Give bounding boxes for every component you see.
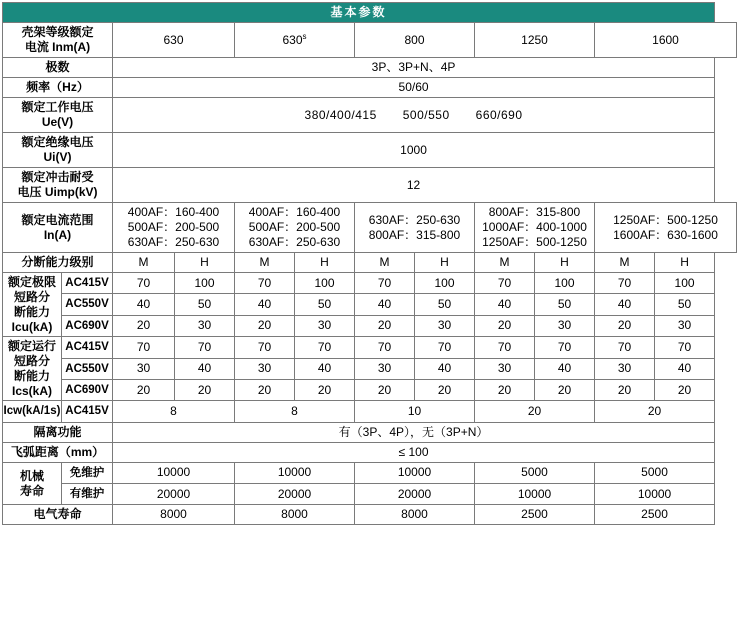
mechanical-life-label: [3, 462, 113, 505]
icu-690-c5: 20: [355, 315, 415, 336]
grade-4: H: [295, 253, 355, 273]
mechanical-life-label-line1: 机械: [19, 468, 44, 483]
current-range-item: 500AF：200-500: [248, 220, 341, 234]
icw-label: [3, 401, 113, 422]
row-breaking-grade: [3, 253, 737, 273]
icu-415-c5: 70: [355, 273, 415, 294]
icu-voltage-ac550: AC550V: [61, 294, 112, 315]
icu-label: [3, 273, 113, 337]
icu-voltage-ac415: AC415V: [61, 273, 112, 294]
mech-maint-c5: 10000: [595, 484, 715, 505]
mech-maint-c4: 10000: [475, 484, 595, 505]
icu-415-c2: 100: [175, 273, 235, 294]
current-range-item: 1250AF：500-1250: [613, 212, 718, 227]
icu-690-c8: 30: [535, 315, 595, 336]
ics-550-c6: 40: [415, 358, 475, 379]
rated-working-voltage-label: [3, 98, 113, 133]
ics-690-c8: 20: [535, 379, 595, 400]
frame-current-label-line1: 壳架等级额定: [21, 25, 94, 39]
table-title-row: [3, 3, 737, 23]
row-poles: [3, 58, 737, 78]
ics-415-c4: 70: [295, 337, 355, 358]
grade-5: M: [355, 253, 415, 273]
ics-690-c7: 20: [475, 379, 535, 400]
impulse-withstand-voltage-label-line1: 额定冲击耐受: [21, 170, 94, 184]
breaking-grade-label: 分断能力级别: [3, 253, 113, 273]
ics-550-c8: 40: [535, 358, 595, 379]
ics-690-c2: 20: [175, 379, 235, 400]
icu-550-c6: 50: [415, 294, 475, 315]
grade-2: H: [175, 253, 235, 273]
poles-label: 极数: [3, 58, 113, 78]
current-range-item: 400AF：160-400: [248, 205, 341, 219]
ics-690-c4: 20: [295, 379, 355, 400]
row-mech-life-maint: [3, 484, 737, 505]
icu-415-c1: 70: [113, 273, 175, 294]
ics-690-c5: 20: [355, 379, 415, 400]
current-range-col-1: [113, 203, 235, 253]
ics-voltage-list: [61, 337, 112, 400]
current-range-label-line1: 额定电流范围: [21, 212, 94, 227]
ics-415-c5: 70: [355, 337, 415, 358]
row-icu-ac690: [3, 315, 737, 336]
row-frequency: [3, 78, 737, 98]
icw-c5: 20: [595, 401, 715, 422]
ics-550-c5: 30: [355, 358, 415, 379]
poles-value: 3P、3P+N、4P: [113, 58, 715, 78]
ics-voltage-ac550: AC550V: [61, 359, 112, 380]
icu-690-c10: 30: [655, 315, 715, 336]
ics-690-c1: 20: [113, 379, 175, 400]
icw-voltage-ac415: AC415V: [62, 401, 113, 421]
frame-current-label-line2: 电流 Inm(A): [24, 40, 91, 54]
icu-415-c6: 100: [415, 273, 475, 294]
row-arc-distance: [3, 442, 737, 462]
ics-label-text: [3, 337, 61, 400]
icw-c1: 8: [113, 401, 235, 422]
rated-insulation-voltage-label: [3, 133, 113, 168]
ics-voltage-ac690: AC690V: [61, 380, 112, 400]
mech-free-c2: 10000: [235, 462, 355, 483]
ics-415-c7: 70: [475, 337, 535, 358]
elec-c1: 8000: [113, 505, 235, 525]
row-isolation: [3, 422, 737, 442]
ics-690-c10: 20: [655, 379, 715, 400]
ics-690-c3: 20: [235, 379, 295, 400]
page-title: 基本参数: [3, 3, 715, 23]
icu-550-c10: 50: [655, 294, 715, 315]
row-ics-ac415: [3, 337, 737, 358]
ics-415-c1: 70: [113, 337, 175, 358]
rated-working-voltage-label-line2: Ue(V): [41, 115, 74, 129]
row-icu-ac550: [3, 294, 737, 315]
current-range-item: 800AF：315-800: [368, 227, 461, 242]
frame-current-800: 800: [355, 23, 475, 58]
rated-insulation-voltage-value: 1000: [113, 133, 715, 168]
icu-690-c7: 20: [475, 315, 535, 336]
grade-10: H: [655, 253, 715, 273]
current-range-item: 1600AF：630-1600: [613, 227, 718, 242]
icu-550-c3: 40: [235, 294, 295, 315]
row-icu-ac415: [3, 273, 737, 294]
current-range-item: 630AF：250-630: [248, 235, 341, 249]
row-mech-life-free: [3, 462, 737, 483]
icu-690-c4: 30: [295, 315, 355, 336]
icu-550-c9: 40: [595, 294, 655, 315]
grade-8: H: [535, 253, 595, 273]
row-ics-ac550: [3, 358, 737, 379]
ics-415-c3: 70: [235, 337, 295, 358]
frequency-value: 50/60: [113, 78, 715, 98]
impulse-withstand-voltage-label: [3, 168, 113, 203]
impulse-withstand-voltage-label-line2: 电压 Uimp(kV): [17, 185, 98, 199]
rated-working-voltage-value: [113, 98, 715, 133]
icu-label-line1: 额定极限: [7, 274, 56, 289]
ics-550-c3: 30: [235, 358, 295, 379]
mechanical-life-label-text: [3, 463, 61, 505]
current-range-item: 800AF：315-800: [488, 205, 581, 219]
mech-free-c5: 5000: [595, 462, 715, 483]
basic-parameters-table: [2, 2, 737, 525]
icw-c2: 8: [235, 401, 355, 422]
elec-c4: 2500: [475, 505, 595, 525]
current-range-item: 1000AF：400-1000: [482, 220, 587, 234]
row-rated-insulation-voltage: [3, 133, 737, 168]
grade-9: M: [595, 253, 655, 273]
icu-415-c3: 70: [235, 273, 295, 294]
ics-550-c2: 40: [175, 358, 235, 379]
ics-voltage-ac415: AC415V: [61, 337, 112, 358]
icu-550-c8: 50: [535, 294, 595, 315]
rated-insulation-voltage-label-line2: Ui(V): [43, 150, 72, 164]
current-range-item: 1250AF：500-1250: [482, 235, 587, 249]
rated-insulation-voltage-label-line1: 额定绝缘电压: [21, 135, 94, 149]
row-impulse-withstand-voltage: [3, 168, 737, 203]
impulse-withstand-voltage-value: 12: [113, 168, 715, 203]
mechanical-life-sub-list: [61, 463, 112, 505]
ics-415-c2: 70: [175, 337, 235, 358]
maintenance-free-label: 免维护: [61, 463, 112, 484]
ue-value-500: 500/550: [402, 107, 450, 122]
icu-label-line4: Icu(kA): [11, 319, 53, 334]
elec-c3: 8000: [355, 505, 475, 525]
current-range-col-3: [355, 203, 475, 253]
icu-415-c10: 100: [655, 273, 715, 294]
mech-maint-c3: 20000: [355, 484, 475, 505]
icu-415-c4: 100: [295, 273, 355, 294]
icw-label-text: Icw(kA/1s): [3, 405, 61, 418]
frame-current-630s-superscript: s: [302, 32, 307, 41]
ics-label-line4: Ics(kA): [11, 383, 52, 398]
elec-c2: 8000: [235, 505, 355, 525]
frame-current-1600: 1600: [595, 23, 737, 58]
icu-415-c7: 70: [475, 273, 535, 294]
current-range-label-line2: In(A): [43, 227, 72, 242]
icu-label-line3: 断能力: [13, 304, 50, 319]
icw-c3: 10: [355, 401, 475, 422]
icu-label-line2: 短路分: [13, 289, 50, 304]
current-range-col-2: [235, 203, 355, 253]
arc-distance-label: 飞弧距离（mm）: [3, 442, 113, 462]
arc-distance-value: ≤ 100: [113, 442, 715, 462]
ics-415-c6: 70: [415, 337, 475, 358]
icu-voltage-ac690: AC690V: [61, 316, 112, 336]
frame-current-630s-value: 630: [282, 33, 303, 47]
icu-415-c9: 70: [595, 273, 655, 294]
mech-maint-c2: 20000: [235, 484, 355, 505]
current-range-item: 500AF：200-500: [127, 220, 220, 234]
current-range-item: 400AF：160-400: [127, 205, 220, 219]
current-range-item: 630AF：250-630: [368, 212, 461, 227]
icu-550-c1: 40: [113, 294, 175, 315]
icu-690-c3: 20: [235, 315, 295, 336]
mech-free-c4: 5000: [475, 462, 595, 483]
icu-label-text: [3, 273, 61, 336]
grade-1: M: [113, 253, 175, 273]
maintenance-label: 有维护: [61, 484, 112, 504]
ics-550-c9: 30: [595, 358, 655, 379]
icu-690-c9: 20: [595, 315, 655, 336]
ics-690-c6: 20: [415, 379, 475, 400]
ics-label-line1: 额定运行: [7, 338, 56, 353]
grade-6: H: [415, 253, 475, 273]
icw-c4: 20: [475, 401, 595, 422]
icu-690-c1: 20: [113, 315, 175, 336]
icu-550-c4: 50: [295, 294, 355, 315]
ics-label: [3, 337, 113, 401]
frame-current-1250: 1250: [475, 23, 595, 58]
row-icw: [3, 401, 737, 422]
current-range-label: [3, 203, 113, 253]
current-range-col-5: [595, 203, 737, 253]
frequency-label: 频率（Hz）: [3, 78, 113, 98]
icu-550-c7: 40: [475, 294, 535, 315]
elec-c5: 2500: [595, 505, 715, 525]
row-electrical-life: [3, 505, 737, 525]
mechanical-life-label-line2: 寿命: [19, 483, 44, 498]
ics-550-c7: 30: [475, 358, 535, 379]
rated-working-voltage-label-line1: 额定工作电压: [21, 100, 94, 114]
frame-current-label: [3, 23, 113, 58]
ics-415-c10: 70: [655, 337, 715, 358]
mech-free-c1: 10000: [113, 462, 235, 483]
row-ics-ac690: [3, 379, 737, 400]
grade-7: M: [475, 253, 535, 273]
ics-415-c8: 70: [535, 337, 595, 358]
icu-415-c8: 100: [535, 273, 595, 294]
ue-value-380: 380/400/415: [304, 107, 377, 122]
icu-550-c5: 40: [355, 294, 415, 315]
isolation-label: 隔离功能: [3, 422, 113, 442]
electrical-life-label: 电气寿命: [3, 505, 113, 525]
ue-value-660: 660/690: [475, 107, 523, 122]
ics-690-c9: 20: [595, 379, 655, 400]
frame-current-630: 630: [113, 23, 235, 58]
ics-550-c1: 30: [113, 358, 175, 379]
mech-free-c3: 10000: [355, 462, 475, 483]
grade-3: M: [235, 253, 295, 273]
spec-sheet: [0, 2, 739, 629]
row-current-range: [3, 203, 737, 253]
frame-current-630s: [235, 23, 355, 58]
mech-maint-c1: 20000: [113, 484, 235, 505]
row-frame-current: [3, 23, 737, 58]
row-rated-working-voltage: [3, 98, 737, 133]
ics-label-line2: 短路分: [13, 353, 50, 368]
current-range-col-4: [475, 203, 595, 253]
icu-690-c2: 30: [175, 315, 235, 336]
current-range-item: 630AF：250-630: [127, 235, 220, 249]
ics-550-c10: 40: [655, 358, 715, 379]
isolation-value: 有（3P、4P），无（3P+N）: [113, 422, 715, 442]
icu-voltage-list: [61, 273, 112, 336]
icu-550-c2: 50: [175, 294, 235, 315]
ics-550-c4: 40: [295, 358, 355, 379]
ics-415-c9: 70: [595, 337, 655, 358]
ics-label-line3: 断能力: [13, 368, 50, 383]
icu-690-c6: 30: [415, 315, 475, 336]
